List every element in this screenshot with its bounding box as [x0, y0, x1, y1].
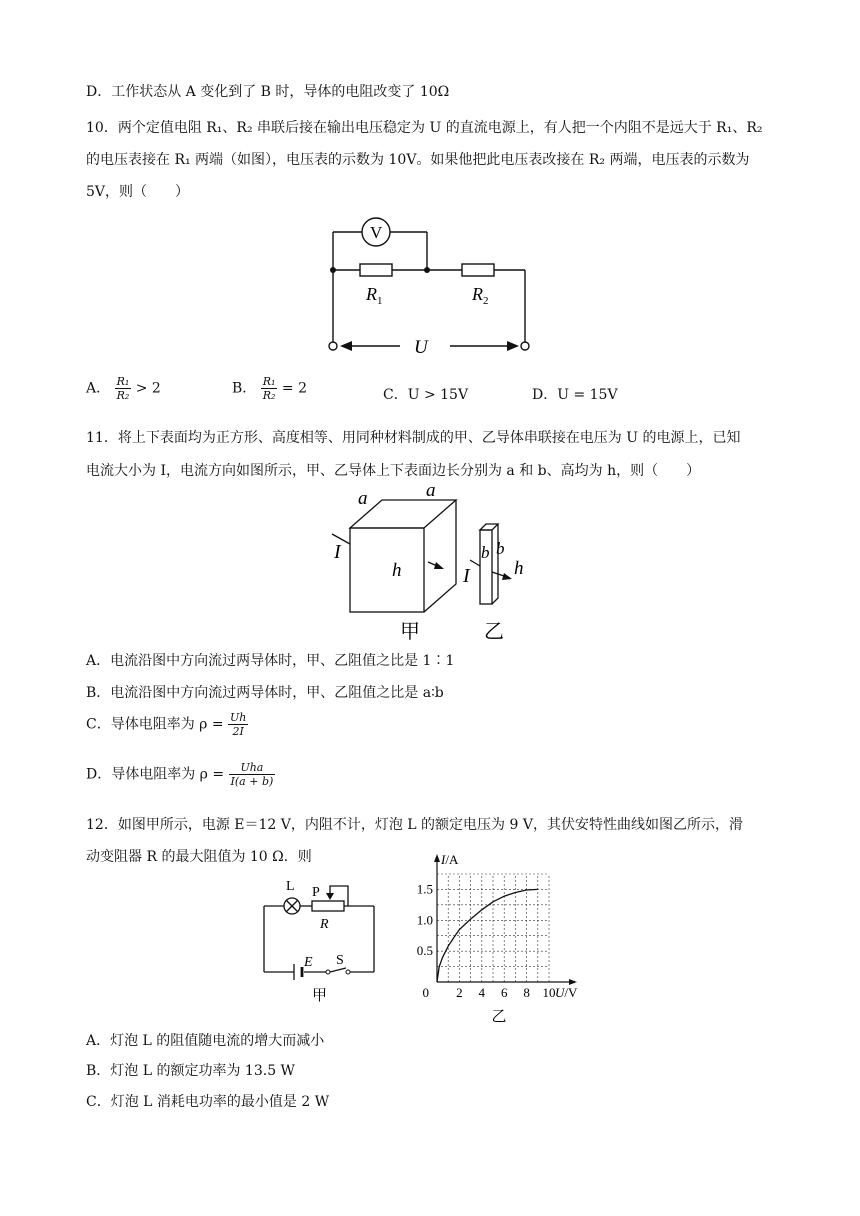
q10-circuit-figure — [320, 210, 540, 360]
resistor-r2 — [462, 264, 494, 276]
q10-stem-line1: 10．两个定值电阻 R₁、R₂ 串联后接在输出电压稳定为 U 的直流电源上，有人把一个内阻不是远大于 R₁、R₂ — [86, 120, 763, 136]
b-label-1: b — [481, 543, 490, 562]
q10-option-b[interactable]: B． $\frac{\text{R₁}}{\text{R₂}}$ = 2 — [232, 375, 307, 402]
q11-option-b[interactable]: B．电流沿图中方向流过两导体时，甲、乙阻值之比是 a∶b — [86, 685, 444, 701]
u-label: U — [414, 337, 428, 358]
x-axis-label: U/V — [555, 985, 578, 1000]
x-tick-label: 10 — [542, 985, 556, 1000]
q11-option-a[interactable]: A．电流沿图中方向流过两导体时，甲、乙阻值之比是 1∶1 — [86, 653, 455, 669]
resistor-r1 — [360, 264, 392, 276]
x-tick-label: 6 — [500, 985, 508, 1000]
b-label-2: b — [496, 539, 505, 558]
q12-option-b[interactable]: B．灯泡 L 的额定功率为 13.5 W — [86, 1063, 295, 1079]
y-axis-label: I/A — [441, 852, 459, 867]
q10-stem-line2: 的电压表接在 R₁ 两端（如图），电压表的示数为 10V。如果他把此电压表改接在 R₂ 两端，电压表的示数为 — [86, 152, 750, 168]
origin-label: 0 — [422, 985, 429, 1000]
q11-stem-line1: 11．将上下表面均为正方形、高度相等、用同种材料制成的甲、乙导体串联接在电压为 U 的电源上，已知 — [86, 430, 741, 446]
q12-stem-line1: 12．如图甲所示，电源 E＝12 V，内阻不计，灯泡 L 的额定电压为 9 V，其伏安特性曲线如图乙所示，滑 — [86, 817, 743, 833]
caption-jia: 甲 — [400, 621, 420, 643]
caption-jia-12: 甲 — [312, 988, 328, 1004]
r1-label: $R_1$ — [366, 284, 383, 307]
y-tick-label: 0.5 — [416, 943, 433, 959]
q11-option-d[interactable]: D．导体电阻率为 ρ = $\frac{\text{Uha}}{I(a + b)}$ — [86, 761, 274, 788]
q10-stem-line3: 5V，则（ ） — [86, 184, 190, 200]
caption-yi-12: 乙 — [491, 1009, 507, 1025]
switch-label: S — [336, 953, 344, 968]
q9-option-d: D．工作状态从 A 变化到了 B 时，导体的电阻改变了 10Ω — [86, 84, 450, 100]
q11-stem-line2: 电流大小为 I，电流方向如图所示，甲、乙导体上下表面边长分别为 a 和 b、高均为 h，则（ ） — [86, 463, 701, 479]
a-label-2: a — [426, 480, 436, 501]
q10-option-a[interactable]: A． $\frac{\text{R₁}}{\text{R₂}}$ > 2 — [86, 375, 161, 402]
q11-option-c[interactable]: C．导体电阻率为 ρ = $\frac{Uh}{2I}$ — [86, 711, 247, 738]
i-label-2: I — [463, 565, 470, 587]
y-tick-label: 1.5 — [416, 881, 433, 897]
slider-label: P — [312, 885, 320, 900]
x-tick-label: 8 — [523, 985, 530, 1000]
a-label-1: a — [358, 488, 368, 509]
q10-option-c[interactable]: C．U > 15V — [383, 387, 469, 403]
x-tick-label: 2 — [456, 985, 463, 1000]
i-label-1: I — [334, 541, 341, 563]
voltmeter-label: V — [370, 223, 383, 242]
rheostat-label: R — [320, 917, 329, 932]
iv-characteristic-chart — [405, 852, 605, 1026]
h-label-2: h — [514, 558, 524, 579]
q12-option-c[interactable]: C．灯泡 L 消耗电功率的最小值是 2 W — [86, 1094, 330, 1110]
y-tick-label: 1.0 — [416, 912, 433, 928]
q12-option-a[interactable]: A．灯泡 L 的阻值随电流的增大而减小 — [86, 1033, 325, 1049]
h-label-1: h — [392, 560, 402, 581]
r2-label: $R_2$ — [472, 284, 489, 307]
x-tick-label: 4 — [478, 985, 486, 1000]
caption-yi: 乙 — [484, 621, 504, 643]
q11-conductor-figure — [320, 478, 540, 643]
source-label: E — [304, 955, 313, 970]
y-axis-arrow — [434, 854, 440, 862]
q12-stem-line2: 动变阻器 R 的最大阻值为 10 Ω．则 — [86, 849, 312, 865]
rheostat-symbol — [312, 901, 344, 911]
lamp-label: L — [286, 879, 295, 894]
q10-option-d[interactable]: D．U = 15V — [532, 387, 618, 403]
q12-circuit-figure — [258, 876, 382, 1016]
